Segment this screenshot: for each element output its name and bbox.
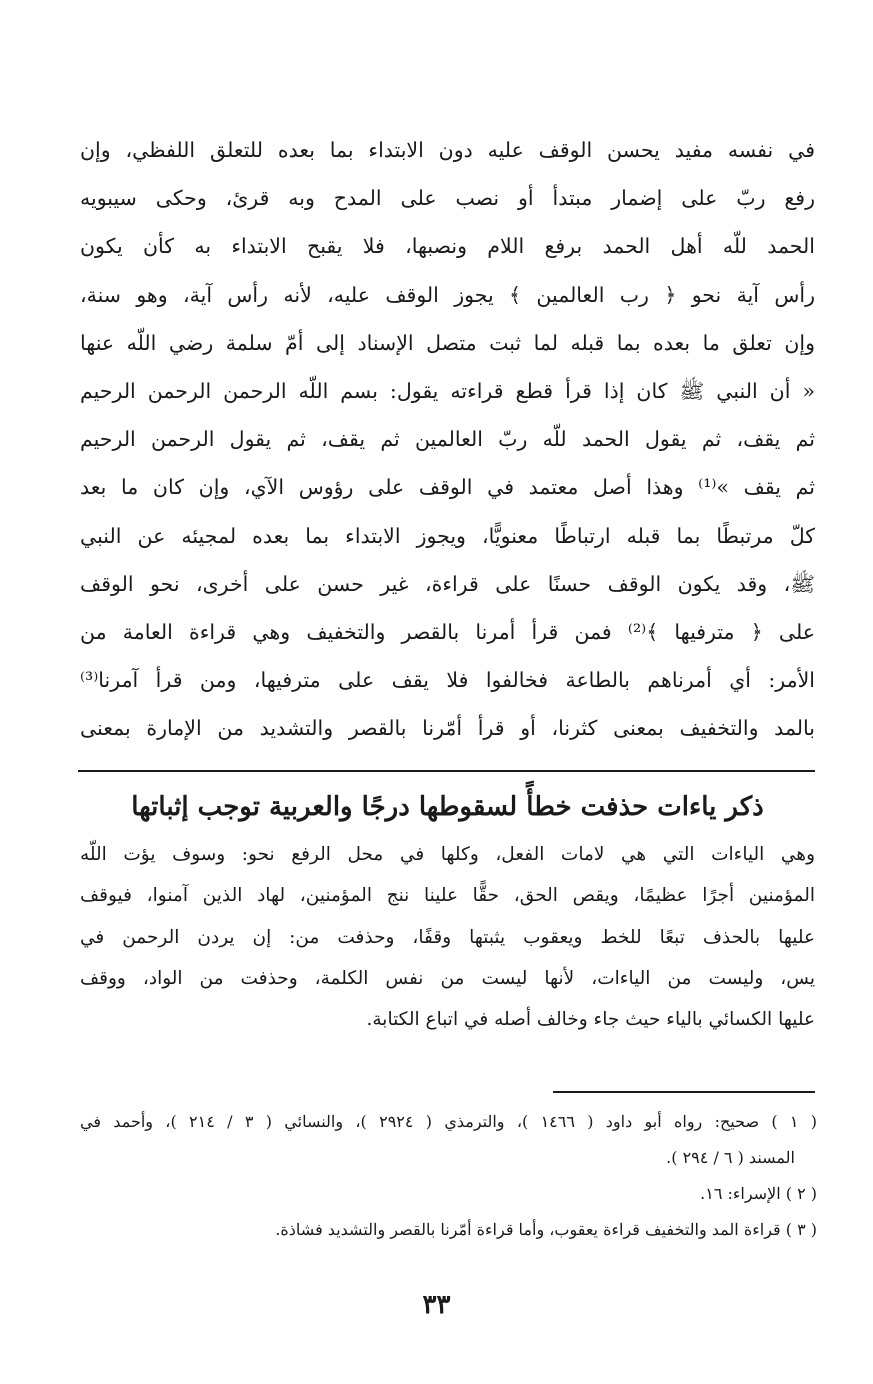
section-line: يس، وليست من الياءات، لأنها ليست من نفس الكلمة، وحذفت من الواد، ووقف	[80, 967, 815, 989]
body-line: رفع ربّ على إضمار مبتدأ أو نصب على المدح وبه قرئ، وحكى سيبويه	[80, 186, 815, 211]
footnote-1-line: المسند ( ٦ / ٢٩٤ ).	[666, 1148, 795, 1167]
body-line: وإن تعلق ما بعده بما قبله لما ثبت متصل الإسناد إلى أمّ سلمة رضي اللّه عنها	[80, 330, 815, 355]
section-divider	[78, 770, 815, 772]
section-line: عليها بالحذف تبعًا للخط ويعقوب يثبتها وقفًا، وحذفت من: إن يردن الرحمن في	[80, 926, 815, 948]
section-heading: ذكر ياءات حذفت خطأً لسقوطها درجًا والعربية توجب إثباتها	[131, 792, 764, 822]
body-line: على ﴿ مترفيها ﴾⁽²⁾ فمن قرأ أمرنا بالقصر والتخفيف وهي قراءة العامة من	[80, 619, 815, 644]
body-line: في نفسه مفيد يحسن الوقف عليه دون الابتداء بما بعده للتعلق اللفظي، وإن	[80, 138, 815, 162]
section-text	[80, 834, 815, 1040]
footnote-divider	[553, 1091, 815, 1093]
body-line: ﷺ، وقد يكون الوقف حسنًا على قراءة، غير حسن على أخرى، نحو الوقف	[80, 571, 815, 596]
body-line: ثم يقف، ثم يقول الحمد للّه ربّ العالمين ثم يقف، ثم يقول الرحمن الرحيم	[80, 427, 815, 452]
body-line: الأمر: أي أمرناهم بالطاعة فخالفوا فلا يقف على مترفيها، ومن قرأ آمرنا⁽³⁾	[80, 668, 815, 693]
body-line: بالمد والتخفيف بمعنى كثرنا، أو قرأ أمّرنا بالقصر والتشديد من الإمارة بمعنى	[80, 716, 815, 741]
footnote-3: ( ٣ ) قراءة المد والتخفيف قراءة يعقوب، وأما قراءة أمّرنا بالقصر والتشديد فشاذة.	[275, 1220, 817, 1239]
body-line: ثم يقف »⁽¹⁾ وهذا أصل معتمد في الوقف على رؤوس الآي، وإن كان ما بعد	[80, 475, 815, 500]
body-line: رأس آية نحو ﴿ رب العالمين ﴾ يجوز الوقف عليه، لأنه رأس آية، وهو سنة،	[80, 282, 815, 307]
section-line: المؤمنين أجرًا عظيمًا، ويقص الحق، حقًّا علينا ننج المؤمنين، لهاد الذين آمنوا، فيوقف	[80, 885, 815, 907]
section-line: وهي الياءات التي هي لامات الفعل، وكلها في محل الرفع نحو: وسوف يؤت اللّه	[80, 844, 815, 865]
body-line: الحمد للّه أهل الحمد برفع اللام ونصبها، فلا يقبح الابتداء به كأن يكون	[80, 234, 815, 259]
footnotes	[80, 1104, 817, 1248]
footnote-2: ( ٢ ) الإسراء: ١٦.	[700, 1184, 817, 1203]
body-line: كلّ مرتبطًا بما قبله ارتباطًا معنويًّا، ويجوز الابتداء بما بعده لمجيئه عن النبي	[80, 523, 815, 548]
footnote-1-line: ( ١ ) صحيح: رواه أبو داود ( ١٤٦٦ )، والترمذي ( ٢٩٢٤ )، والنسائي ( ٣ / ٢١٤ )، وأحمد في	[80, 1112, 817, 1131]
body-text	[80, 126, 815, 752]
body-line: « أن النبي ﷺ كان إذا قرأ قطع قراءته يقول: بسم اللّه الرحمن الرحمن الرحيم	[80, 378, 815, 403]
page-number: ٣٣	[422, 1290, 451, 1320]
section-line: عليها الكسائي بالياء حيث جاء وخالف أصله في اتباع الكتابة.	[366, 1009, 815, 1031]
